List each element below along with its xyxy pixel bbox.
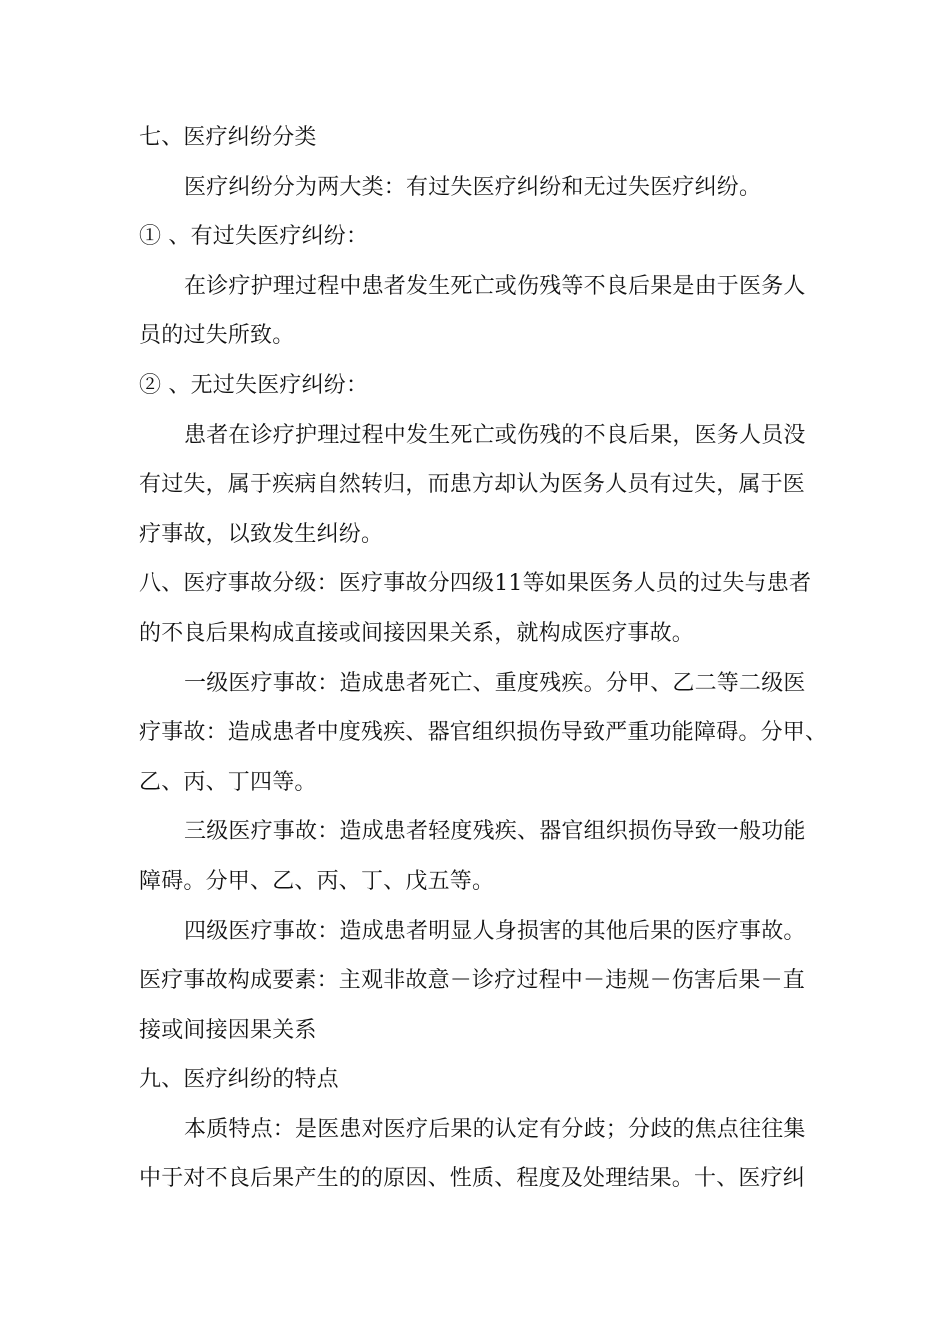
subheading-2: ② 、无过失医疗纠纷： — [139, 372, 369, 398]
paragraph-line: 中于对不良后果产生的的原因、性质、程度及处理结果。十、医疗纠 — [139, 1166, 806, 1192]
paragraph-line: 本质特点：是医患对医疗后果的认定有分歧；分歧的焦点往往集 — [184, 1116, 806, 1142]
paragraph-line: 医疗纠纷分为两大类：有过失医疗纠纷和无过失医疗纠纷。 — [184, 174, 762, 200]
paragraph-line: 乙、丙、丁四等。 — [139, 769, 317, 795]
paragraph-line: 医疗事故构成要素：主观非故意－诊疗过程中－违规－伤害后果－直 — [139, 968, 806, 994]
paragraph-line: 患者在诊疗护理过程中发生死亡或伤残的不良后果，医务人员没 — [184, 422, 806, 448]
subheading-1: ① 、有过失医疗纠纷： — [139, 224, 369, 250]
section-heading-9: 九、医疗纠纷的特点 — [139, 1067, 339, 1093]
paragraph-line: 疗事故：造成患者中度残疾、器官组织损伤导致严重功能障碍。分甲、 — [139, 720, 828, 746]
paragraph-line: 有过失，属于疾病自然转归，而患方却认为医务人员有过失，属于医 — [139, 472, 806, 498]
paragraph-line: 四级医疗事故：造成患者明显人身损害的其他后果的医疗事故。 — [184, 918, 806, 944]
paragraph-line: 在诊疗护理过程中患者发生死亡或伤残等不良后果是由于医务人 — [184, 273, 806, 299]
paragraph-line: 疗事故，以致发生纠纷。 — [139, 521, 384, 547]
section-heading-8: 八、医疗事故分级：医疗事故分四级11等如果医务人员的过失与患者 — [139, 571, 812, 597]
paragraph-line: 一级医疗事故：造成患者死亡、重度残疾。分甲、乙二等二级医 — [184, 670, 806, 696]
paragraph-line: 的不良后果构成直接或间接因果关系，就构成医疗事故。 — [139, 620, 695, 646]
section-heading-7: 七、医疗纠纷分类 — [139, 125, 317, 150]
paragraph-line: 员的过失所致。 — [139, 323, 295, 349]
paragraph-line: 三级医疗事故：造成患者轻度残疾、器官组织损伤导致一般功能 — [184, 819, 806, 845]
paragraph-line: 障碍。分甲、乙、丙、丁、戊五等。 — [139, 868, 495, 894]
document-body — [139, 113, 828, 1204]
paragraph-line: 接或间接因果关系 — [139, 1017, 317, 1043]
